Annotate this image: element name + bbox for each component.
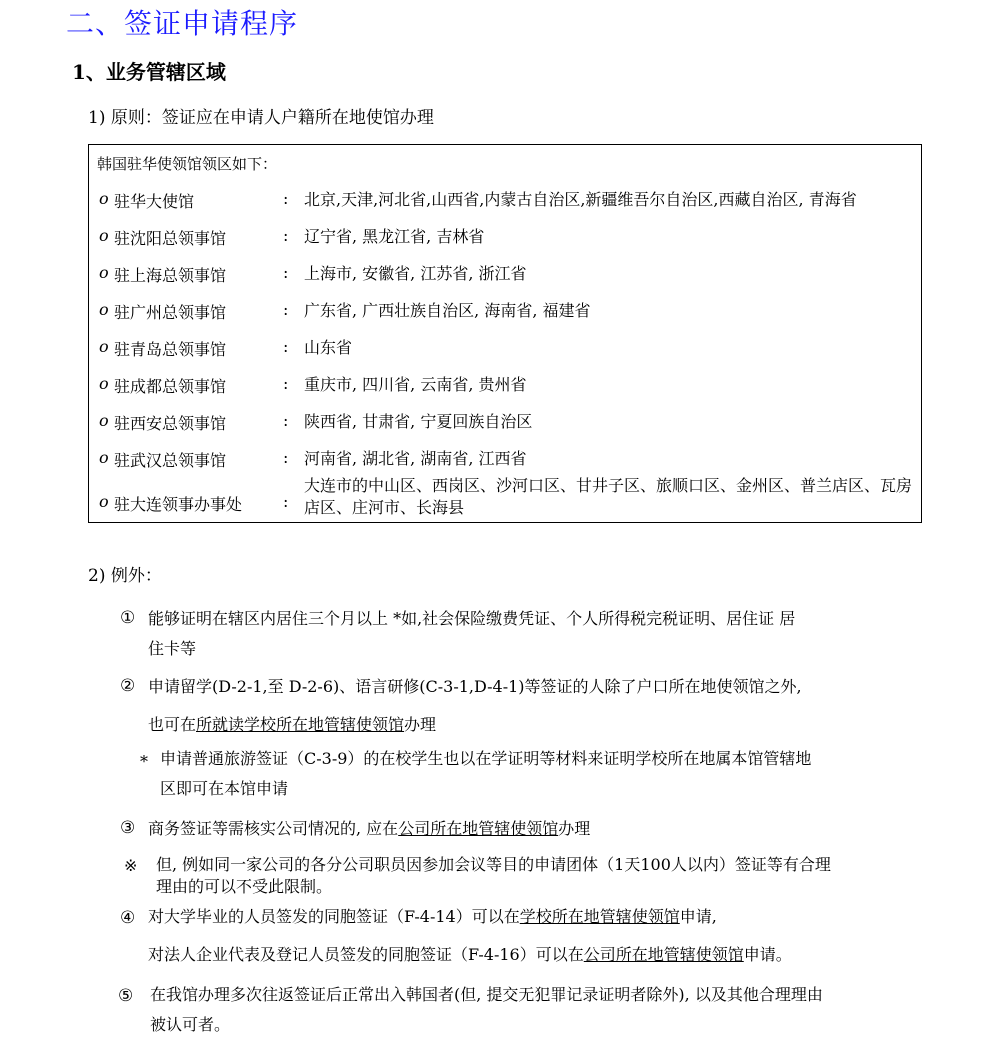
consulate-name: 驻武汉总领事馆 [114, 451, 227, 470]
exception-2-note-line2: 区即可在本馆申请 [160, 779, 289, 798]
jurisdiction-caption: 韩国驻华使领馆领区如下： [97, 155, 278, 173]
exception-4-text-d: 申请。 [743, 945, 792, 964]
consulate-name: 驻青岛总领事馆 [114, 340, 227, 359]
consulate-name: 驻广州总领事馆 [114, 303, 227, 322]
bullet-mark: o [99, 448, 109, 467]
consulate-region: 大连市的中山区、西岗区、沙河口区、甘井子区、旅顺口区、金州区、普兰店区、瓦房店区、庄河市、长海县 [304, 476, 913, 517]
bullet-mark: o [99, 337, 109, 356]
bullet-mark: o [99, 300, 109, 319]
bullet-mark: o [99, 374, 109, 393]
consulate-row [97, 337, 917, 361]
consulate-name: 驻成都总领事馆 [114, 377, 227, 396]
consulate-region: 辽宁省, 黑龙江省, 吉林省 [304, 227, 485, 246]
exception-2-note-line1: 申请普通旅游签证（C-3-9）的在校学生也以在学证明等材料来证明学校所在地属本馆管辖地 [160, 749, 812, 768]
consulate-row [97, 226, 917, 250]
exception-5-line2: 被认可者。 [150, 1015, 231, 1034]
exception-4-text-c: 对法人企业代表及登记人员签发的同胞签证（F-4-16）可以在 [148, 945, 584, 964]
consulate-row [97, 411, 917, 435]
exception-2-text-a: 也可在 [148, 715, 197, 734]
principle-text: 1) 原则：签证应在申请人户籍所在地使馆办理 [88, 108, 434, 128]
separator-colon: : [283, 411, 289, 430]
exception-number: ⑤ [118, 986, 134, 1006]
consulate-region: 上海市, 安徽省, 江苏省, 浙江省 [304, 264, 527, 283]
section-heading: 二、签证申请程序 [66, 7, 299, 40]
separator-colon: : [283, 263, 289, 282]
consulate-region: 重庆市, 四川省, 云南省, 贵州省 [304, 375, 527, 394]
consulate-region: 广东省, 广西壮族自治区, 海南省, 福建省 [304, 301, 591, 320]
bullet-mark: o [99, 263, 109, 282]
exception-1-line2: 住卡等 [148, 639, 197, 658]
exception-2-line2 [148, 710, 436, 740]
exception-1-line1: 能够证明在辖区内居住三个月以上 *如,社会保险缴费凭证、个人所得税完税证明、居住证 居 [148, 609, 796, 628]
separator-colon: : [283, 448, 289, 467]
exception-3-underlined: 公司所在地管辖使领馆 [398, 819, 559, 838]
consulate-region: 河南省, 湖北省, 湖南省, 江西省 [304, 449, 527, 468]
consulate-name: 驻华大使馆 [114, 192, 195, 211]
exception-3-note-line1: 但, 例如同一家公司的各分公司职员因参加会议等目的申请团体（1天100人以内）签证等有合理 [156, 855, 831, 874]
exception-3-note-line2: 理由的可以不受此限制。 [156, 877, 333, 896]
separator-colon: : [283, 374, 289, 393]
consulate-region: 山东省 [304, 338, 353, 357]
note-mark: ※ [124, 856, 138, 875]
bullet-mark: o [99, 226, 109, 245]
consulate-row [97, 300, 917, 324]
exception-4-text-b: 申请, [679, 907, 717, 926]
exception-2-line1: 申请留学(D-2-1,至 D-2-6)、语言研修(C-3-1,D-4-1)等签证的人除了户口所在地使领馆之外, [148, 677, 802, 696]
consulate-row [97, 476, 917, 527]
consulate-region: 北京,天津,河北省,山西省,内蒙古自治区,新疆维吾尔自治区,西藏自治区, 青海省 [304, 190, 857, 209]
exception-4-underlined-2: 公司所在地管辖使领馆 [583, 945, 744, 964]
consulate-row [97, 189, 917, 213]
note-mark: * [140, 752, 148, 771]
exception-4-line2 [148, 940, 792, 970]
exception-2-underlined: 所就读学校所在地管辖使领馆 [196, 715, 405, 734]
separator-colon: : [283, 300, 289, 319]
exception-4-text-a: 对大学毕业的人员签发的同胞签证（F-4-14）可以在 [148, 907, 520, 926]
exception-3-line [148, 814, 590, 844]
consulate-name: 驻沈阳总领事馆 [114, 229, 227, 248]
exception-3-text-b: 办理 [558, 819, 591, 838]
consulate-row [97, 263, 917, 287]
separator-colon: : [283, 492, 289, 511]
exception-3-text-a: 商务签证等需核实公司情况的, 应在 [148, 819, 399, 838]
exception-4-underlined-1: 学校所在地管辖使领馆 [519, 907, 680, 926]
exception-number: ③ [120, 818, 136, 838]
consulate-region: 陕西省, 甘肃省, 宁夏回族自治区 [304, 412, 533, 431]
consulate-row [97, 374, 917, 398]
bullet-mark: o [99, 411, 109, 430]
bullet-mark: o [99, 189, 109, 208]
exception-5-line1: 在我馆办理多次往返签证后正常出入韩国者(但, 提交无犯罪记录证明者除外), 以及其他合理理由 [150, 985, 823, 1004]
exception-number: ② [120, 676, 136, 696]
consulate-name: 驻西安总领事馆 [114, 414, 227, 433]
consulate-name: 驻上海总领事馆 [114, 266, 227, 285]
exception-number: ④ [120, 908, 136, 928]
jurisdiction-table [88, 144, 922, 523]
separator-colon: : [283, 226, 289, 245]
exceptions-title: 2) 例外： [88, 566, 162, 586]
separator-colon: : [283, 337, 289, 356]
subsection-heading: 1、业务管辖区域 [72, 60, 226, 84]
consulate-row [97, 448, 917, 472]
exception-number: ① [120, 608, 136, 628]
exception-4-line1 [148, 902, 717, 932]
exception-2-text-b: 办理 [404, 715, 437, 734]
bullet-mark: o [99, 492, 109, 511]
separator-colon: : [283, 189, 289, 208]
consulate-name: 驻大连领事办事处 [114, 495, 243, 514]
